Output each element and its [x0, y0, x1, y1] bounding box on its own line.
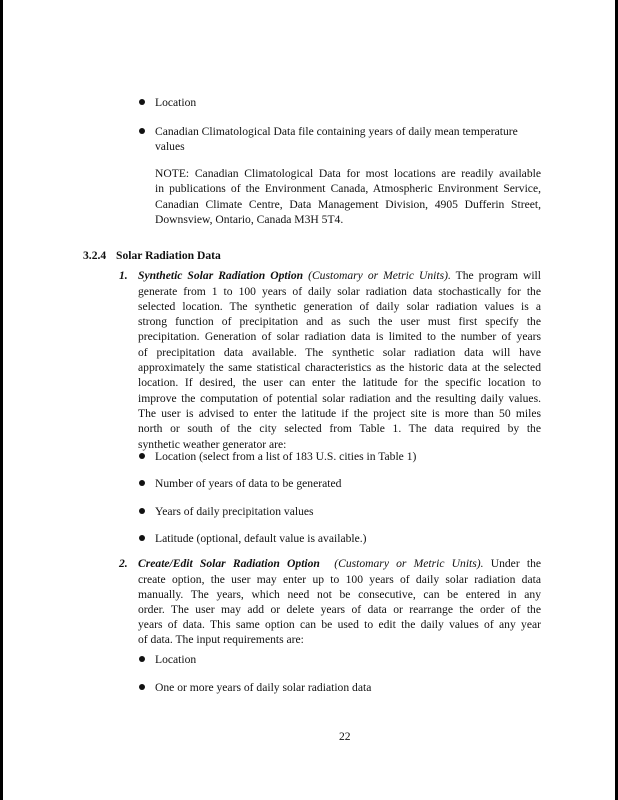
bullet-icon	[139, 508, 145, 514]
page-number: 22	[339, 730, 351, 743]
text-line: NOTE: Canadian Climatological Data for most locations are readily available	[155, 167, 541, 180]
text-line: precipitation. Generation of solar radiation data is limited to the number of years	[138, 330, 541, 344]
text-line: in publications of the Environment Canada, Atmospheric Environment Service,	[155, 182, 541, 196]
text: The program will	[455, 269, 541, 282]
bullet-icon	[139, 656, 145, 662]
text: Under the	[490, 557, 542, 570]
text-line: strong function of precipitation and as such the user must first specify the	[138, 315, 541, 329]
text-line: create option, the user may enter up to 100 years of daily solar radiation data	[138, 572, 541, 586]
list-item: Number of years of data to be generated	[155, 477, 342, 490]
section-title: Solar Radiation Data	[116, 249, 221, 262]
list-item: Canadian Climatological Data file containing years of daily mean temperature	[155, 125, 518, 138]
text-line: of data. The input requirements are:	[138, 633, 304, 647]
text-line: Downsview, Ontario, Canada M3H 5T4.	[155, 212, 344, 226]
bullet-icon	[139, 99, 145, 105]
bullet-icon	[139, 684, 145, 690]
list-item: Latitude (optional, default value is available.)	[155, 532, 367, 545]
text-line: of precipitation data available. The synthetic solar radiation data will have	[138, 345, 541, 359]
list-item: Years of daily precipitation values	[155, 505, 314, 518]
text-line: The user is advised to enter the latitude if the project site is more than 50 miles	[138, 406, 541, 420]
text-line: manually. The years, which need not be consecutive, can be entered in any	[138, 587, 541, 601]
text-line: Canadian Climate Centre, Data Management Division, 4905 Dufferin Street,	[155, 197, 541, 211]
section-number: 3.2.4	[83, 249, 107, 262]
text-line: north or south of the city selected from Table 1. The data required by the	[138, 422, 541, 436]
bullet-icon	[139, 535, 145, 541]
list-item: One or more years of daily solar radiation data	[155, 681, 372, 694]
bullet-icon	[139, 480, 145, 486]
item-number: 2.	[119, 557, 128, 570]
item-first-line	[138, 269, 541, 282]
option-title: Synthetic Solar Radiation Option	[138, 269, 304, 282]
bullet-icon	[139, 128, 145, 134]
text-line: approximately the same statistical characteristics as the historic data at the selected	[138, 361, 541, 374]
list-item-continuation: values	[155, 140, 185, 153]
list-item: Location (select from a list of 183 U.S. cities in Table 1)	[155, 450, 417, 463]
text-line: selected location. The synthetic generation of daily solar radiation values is a	[138, 299, 541, 313]
option-units: (Customary or Metric Units).	[308, 269, 451, 282]
text-line: location. If desired, the user can enter the latitude for the specific location to	[138, 376, 541, 390]
text-line: order. The user may add or delete years of data or rearrange the order of the	[138, 602, 541, 616]
text-line: improve the computation of potential solar radiation and the resulting daily values.	[138, 391, 541, 405]
text-line: generate from 1 to 100 years of daily solar radiation data stochastically for the	[138, 284, 541, 298]
text-line: synthetic weather generator are:	[138, 437, 287, 451]
option-units: (Customary or Metric Units).	[334, 557, 484, 570]
bullet-icon	[139, 453, 145, 459]
option-title: Create/Edit Solar Radiation Option	[138, 557, 320, 570]
item-first-line	[138, 557, 541, 570]
list-item: Location	[155, 653, 197, 666]
list-item: Location	[155, 96, 197, 109]
item-number: 1.	[119, 269, 128, 282]
text-line: years of data. This same option can be used to edit the daily values of any year	[138, 618, 541, 632]
